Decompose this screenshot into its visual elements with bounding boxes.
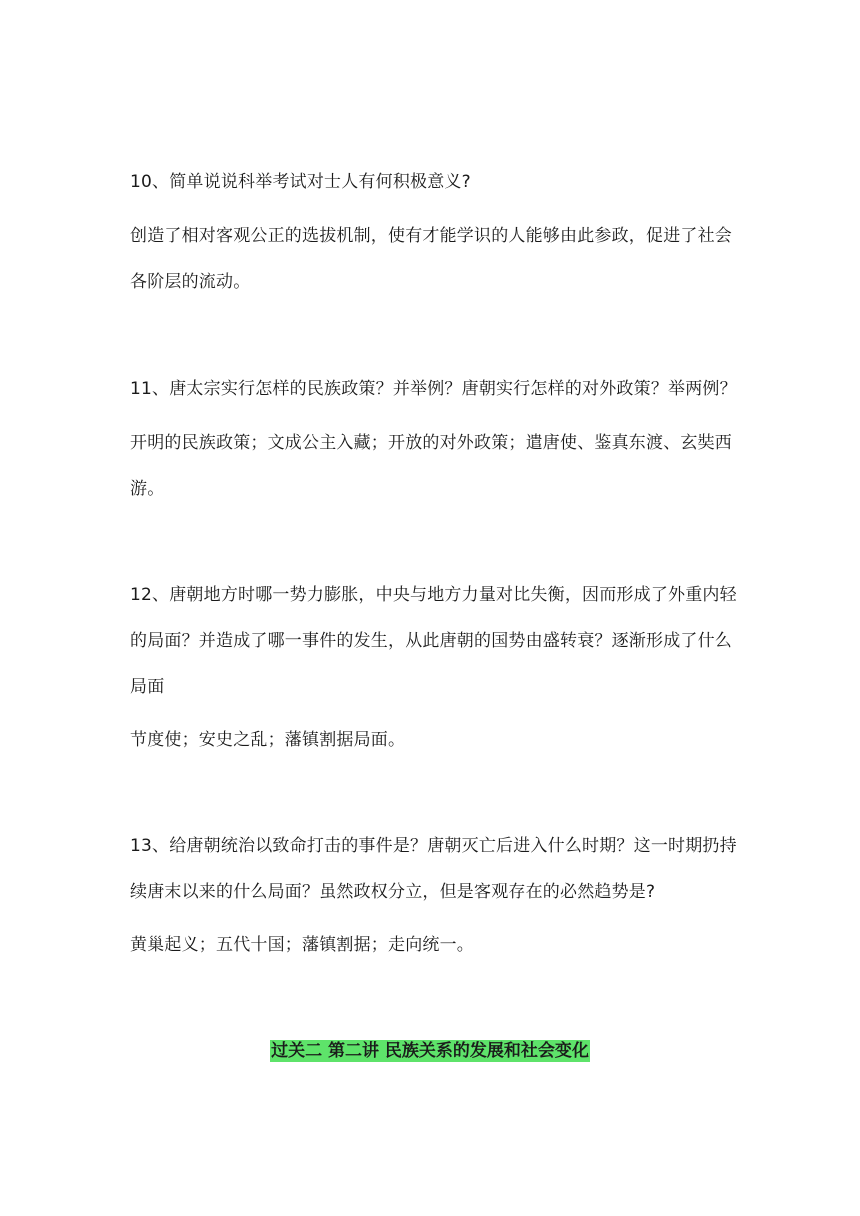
question-12-line-2: 的局面？并造成了哪一事件的发生，从此唐朝的国势由盛转衰？逐渐形成了什么 xyxy=(130,631,732,651)
answer-12: 节度使；安史之乱；藩镇割据局面。 xyxy=(130,730,406,750)
answer-13: 黄巢起义；五代十国；藩镇割据；走向统一。 xyxy=(130,935,474,955)
question-13-line-2: 续唐末以来的什么局面？虽然政权分立，但是客观存在的必然趋势是? xyxy=(130,882,656,902)
question-10: 10、简单说说科举考试对士人有何积极意义? xyxy=(130,172,471,192)
section-heading xyxy=(0,1039,860,1063)
answer-11-line-2: 游。 xyxy=(130,479,165,499)
question-11: 11、唐太宗实行怎样的民族政策？并举例？唐朝实行怎样的对外政策？举两例？ xyxy=(130,379,737,399)
answer-11-line-1: 开明的民族政策；文成公主入藏；开放的对外政策；遣唐使、鉴真东渡、玄奘西 xyxy=(130,433,732,453)
answer-10-line-2: 各阶层的流动。 xyxy=(130,272,251,292)
question-12-line-3: 局面 xyxy=(130,677,165,697)
answer-10-line-1: 创造了相对客观公正的选拔机制，使有才能学识的人能够由此参政，促进了社会 xyxy=(130,226,732,246)
question-12-line-1: 12、唐朝地方时哪一势力膨胀，中央与地方力量对比失衡，因而形成了外重内轻 xyxy=(130,585,737,605)
section-heading-text: 过关二 第二讲 民族关系的发展和社会变化 xyxy=(271,1041,589,1061)
question-13-line-1: 13、给唐朝统治以致命打击的事件是？唐朝灭亡后进入什么时期？这一时期扔持 xyxy=(130,836,737,856)
